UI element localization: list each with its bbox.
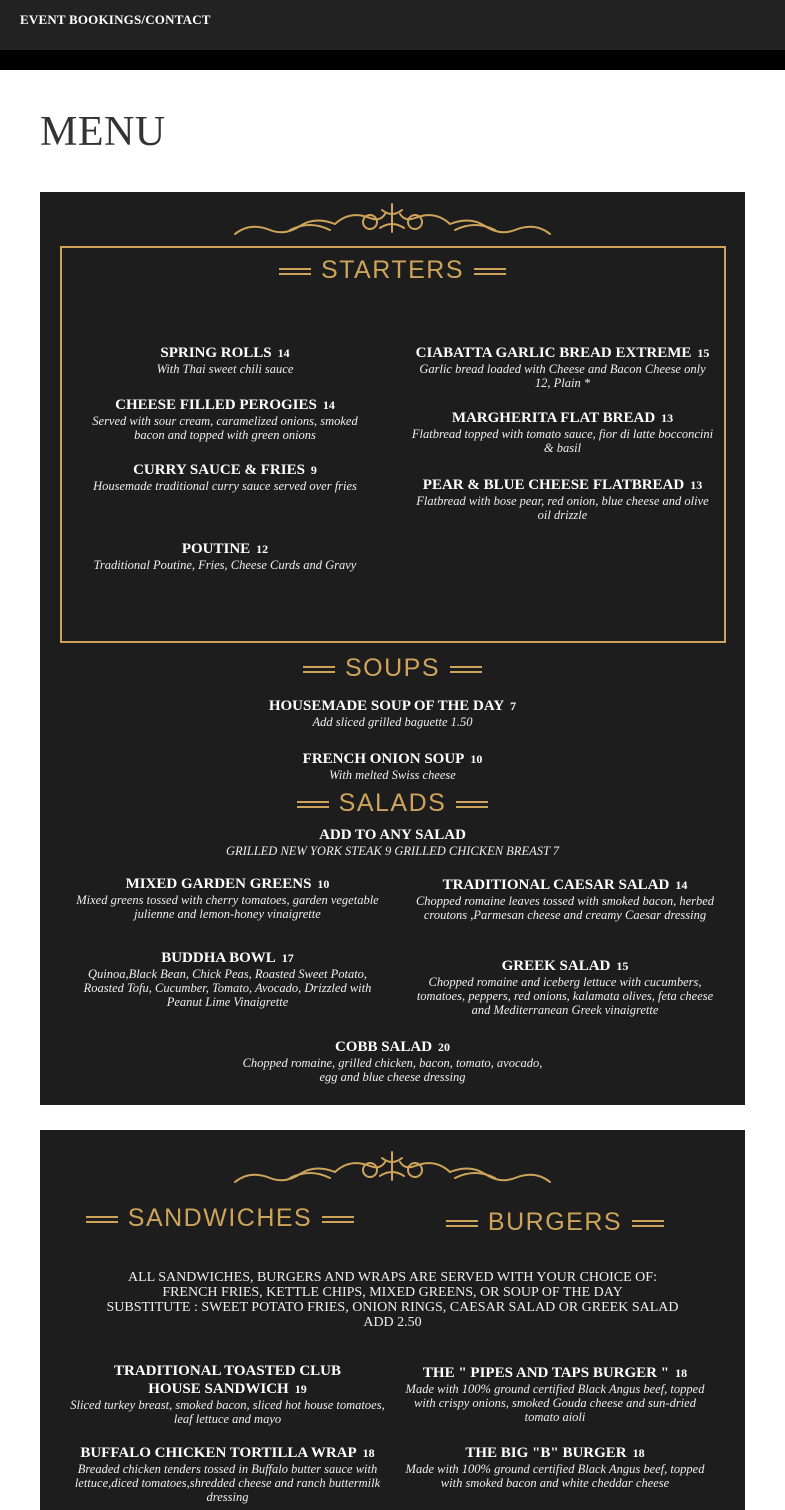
menu-item: [190, 697, 595, 729]
heading-dash-left-icon: [446, 1220, 478, 1227]
item-name: TRADITIONAL TOASTED CLUB HOUSE SANDWICH: [113, 1363, 341, 1397]
item-price: 18: [675, 1366, 688, 1380]
heading-dash-left-icon: [303, 666, 335, 673]
item-description: Made with 100% ground certified Black Angus beef, topped with smoked bacon and white cheddar cheese: [405, 1462, 705, 1490]
item-price: 14: [322, 398, 335, 412]
menu-item: [75, 875, 380, 921]
item-description: Made with 100% ground certified Black Angus beef, topped with crispy onions, smoked Gouda cheese and sun-dried tomato aioli: [405, 1382, 705, 1424]
item-price: 14: [675, 878, 688, 892]
menu-item: [190, 750, 595, 782]
item-name: PEAR & BLUE CHEESE FLATBREAD: [422, 477, 685, 493]
heading-dash-left-icon: [86, 1216, 118, 1223]
sandwiches-heading: [70, 1204, 370, 1233]
item-price: 19: [294, 1382, 307, 1396]
item-name: HOUSEMADE SOUP OF THE DAY: [268, 698, 505, 714]
salads-heading: [40, 789, 745, 818]
menu-item: [75, 949, 380, 1009]
heading-dash-left-icon: [297, 801, 329, 808]
menu-item: [410, 344, 715, 390]
item-description: Chopped romaine and iceberg lettuce with cucumbers, tomatoes, peppers, red onions, kalamata olives, feta cheese and Mediterranean Greek vinaigrette: [416, 975, 714, 1017]
heading-dash-right-icon: [450, 666, 482, 673]
item-description: With Thai sweet chili sauce: [156, 362, 294, 376]
item-price: 14: [277, 346, 290, 360]
item-description: Served with sour cream, caramelized onions, smoked bacon and topped with green onions: [92, 414, 358, 442]
starters-heading-text: STARTERS: [320, 256, 465, 284]
item-price: 15: [616, 959, 629, 973]
menu-board-starters-soups-salads: [40, 192, 745, 1105]
item-description: Traditional Poutine, Fries, Cheese Curds and Gravy: [93, 558, 357, 572]
item-name: FRENCH ONION SOUP: [302, 751, 465, 767]
menu-item: [70, 1444, 385, 1504]
menu-item: [410, 476, 715, 522]
item-name: POUTINE: [181, 541, 251, 557]
sides-note-line: SUBSTITUTE : SWEET POTATO FRIES, ONION RINGS, CAESAR SALAD OR GREEK SALAD: [106, 1300, 679, 1315]
item-name: THE " PIPES AND TAPS BURGER ": [422, 1365, 670, 1381]
item-name: BUFFALO CHICKEN TORTILLA WRAP: [80, 1445, 357, 1461]
heading-dash-right-icon: [632, 1220, 664, 1227]
item-price: 13: [661, 411, 674, 425]
menu-item: [410, 409, 715, 455]
item-price: 10: [317, 877, 330, 891]
menu-item: [70, 344, 380, 376]
ornament-flourish-icon: [230, 200, 555, 240]
item-description: Quinoa,Black Bean, Chick Peas, Roasted Sweet Potato, Roasted Tofu, Cucumber, Tomato, Avocado, Drizzled with Peanut Lime Vinaigrette: [83, 967, 372, 1009]
item-price: 12: [256, 542, 269, 556]
item-description: Housemade traditional curry sauce served over fries: [93, 479, 357, 493]
add-to-salad-options: GRILLED NEW YORK STEAK 9 GRILLED CHICKEN BREAST 7: [225, 844, 560, 858]
item-description: Flatbread with bose pear, red onion, blue cheese and olive oil drizzle: [416, 494, 709, 522]
item-price: 13: [690, 478, 703, 492]
heading-dash-left-icon: [279, 268, 311, 275]
page-title: MENU: [40, 109, 166, 155]
add-to-salad-note: [140, 827, 645, 858]
item-description: Flatbread topped with tomato sauce, fior di latte bocconcini & basil: [411, 427, 714, 455]
item-price: 7: [510, 699, 517, 713]
item-name: CURRY SAUCE & FRIES: [133, 462, 305, 478]
item-description: Breaded chicken tenders tossed in Buffalo butter sauce with lettuce,diced tomatoes,shredded cheese and ranch buttermilk dressing: [74, 1462, 381, 1504]
starters-heading: [40, 256, 745, 285]
menu-item: [235, 1038, 550, 1084]
top-nav-bar: [0, 0, 785, 50]
item-name: MARGHERITA FLAT BREAD: [451, 410, 656, 426]
item-description: Chopped romaine leaves tossed with smoked bacon, herbed croutons ,Parmesan cheese and creamy Caesar dressing: [415, 894, 715, 922]
item-name: MIXED GARDEN GREENS: [125, 876, 312, 892]
item-description: Chopped romaine, grilled chicken, bacon, tomato, avocado, egg and blue cheese dressing: [242, 1056, 543, 1084]
item-name: CHEESE FILLED PEROGIES: [115, 397, 317, 413]
item-name: GREEK SALAD: [501, 958, 611, 974]
soups-heading: [40, 654, 745, 683]
menu-item: [70, 1362, 385, 1426]
item-price: 10: [470, 752, 483, 766]
sides-note-line: ADD 2.50: [363, 1315, 422, 1330]
item-name: CIABATTA GARLIC BREAD EXTREME: [415, 345, 692, 361]
item-price: 9: [310, 463, 317, 477]
add-to-salad-title: ADD TO ANY SALAD: [319, 827, 466, 843]
sides-note: [70, 1270, 715, 1330]
item-name: COBB SALAD: [334, 1039, 433, 1055]
item-name: BUDDHA BOWL: [161, 950, 276, 966]
item-description: Garlic bread loaded with Cheese and Bacon Cheese only 12, Plain *: [419, 362, 706, 390]
item-price: 20: [438, 1040, 451, 1054]
item-name: TRADITIONAL CAESAR SALAD: [442, 877, 670, 893]
heading-dash-right-icon: [474, 268, 506, 275]
item-price: 18: [632, 1446, 645, 1460]
burgers-heading: [430, 1208, 680, 1237]
item-description: Sliced turkey breast, smoked bacon, sliced hot house tomatoes, leaf lettuce and mayo: [70, 1398, 385, 1426]
sides-note-line: FRENCH FRIES, KETTLE CHIPS, MIXED GREENS, OR SOUP OF THE DAY: [162, 1285, 623, 1300]
menu-item: [400, 1364, 710, 1424]
heading-dash-right-icon: [456, 801, 488, 808]
item-name: SPRING ROLLS: [160, 345, 272, 361]
burgers-heading-text: BURGERS: [487, 1208, 623, 1236]
item-description: Mixed greens tossed with cherry tomatoes, garden vegetable julienne and lemon-honey vinaigrette: [76, 893, 379, 921]
menu-item: [80, 461, 370, 493]
nav-divider-bar: [0, 50, 785, 70]
menu-item: [415, 876, 715, 922]
heading-dash-right-icon: [322, 1216, 354, 1223]
ornament-flourish-icon: [230, 1148, 555, 1188]
menu-item: [400, 1444, 710, 1490]
item-description: Add sliced grilled baguette 1.50: [312, 715, 473, 729]
item-price: 18: [362, 1446, 375, 1460]
item-price: 17: [281, 951, 294, 965]
item-name: THE BIG "B" BURGER: [465, 1445, 627, 1461]
sandwiches-heading-text: SANDWICHES: [127, 1204, 313, 1232]
menu-board-sandwiches-burgers: [40, 1130, 745, 1510]
sides-note-line: ALL SANDWICHES, BURGERS AND WRAPS ARE SERVED WITH YOUR CHOICE OF:: [128, 1270, 657, 1285]
item-description: With melted Swiss cheese: [329, 768, 456, 782]
menu-item: [415, 957, 715, 1017]
menu-item: [80, 396, 370, 442]
salads-heading-text: SALADS: [338, 789, 447, 817]
menu-item: [65, 540, 385, 572]
soups-heading-text: SOUPS: [344, 654, 441, 682]
event-bookings-contact-link[interactable]: EVENT BOOKINGS/CONTACT: [20, 12, 211, 27]
item-price: 15: [697, 346, 710, 360]
